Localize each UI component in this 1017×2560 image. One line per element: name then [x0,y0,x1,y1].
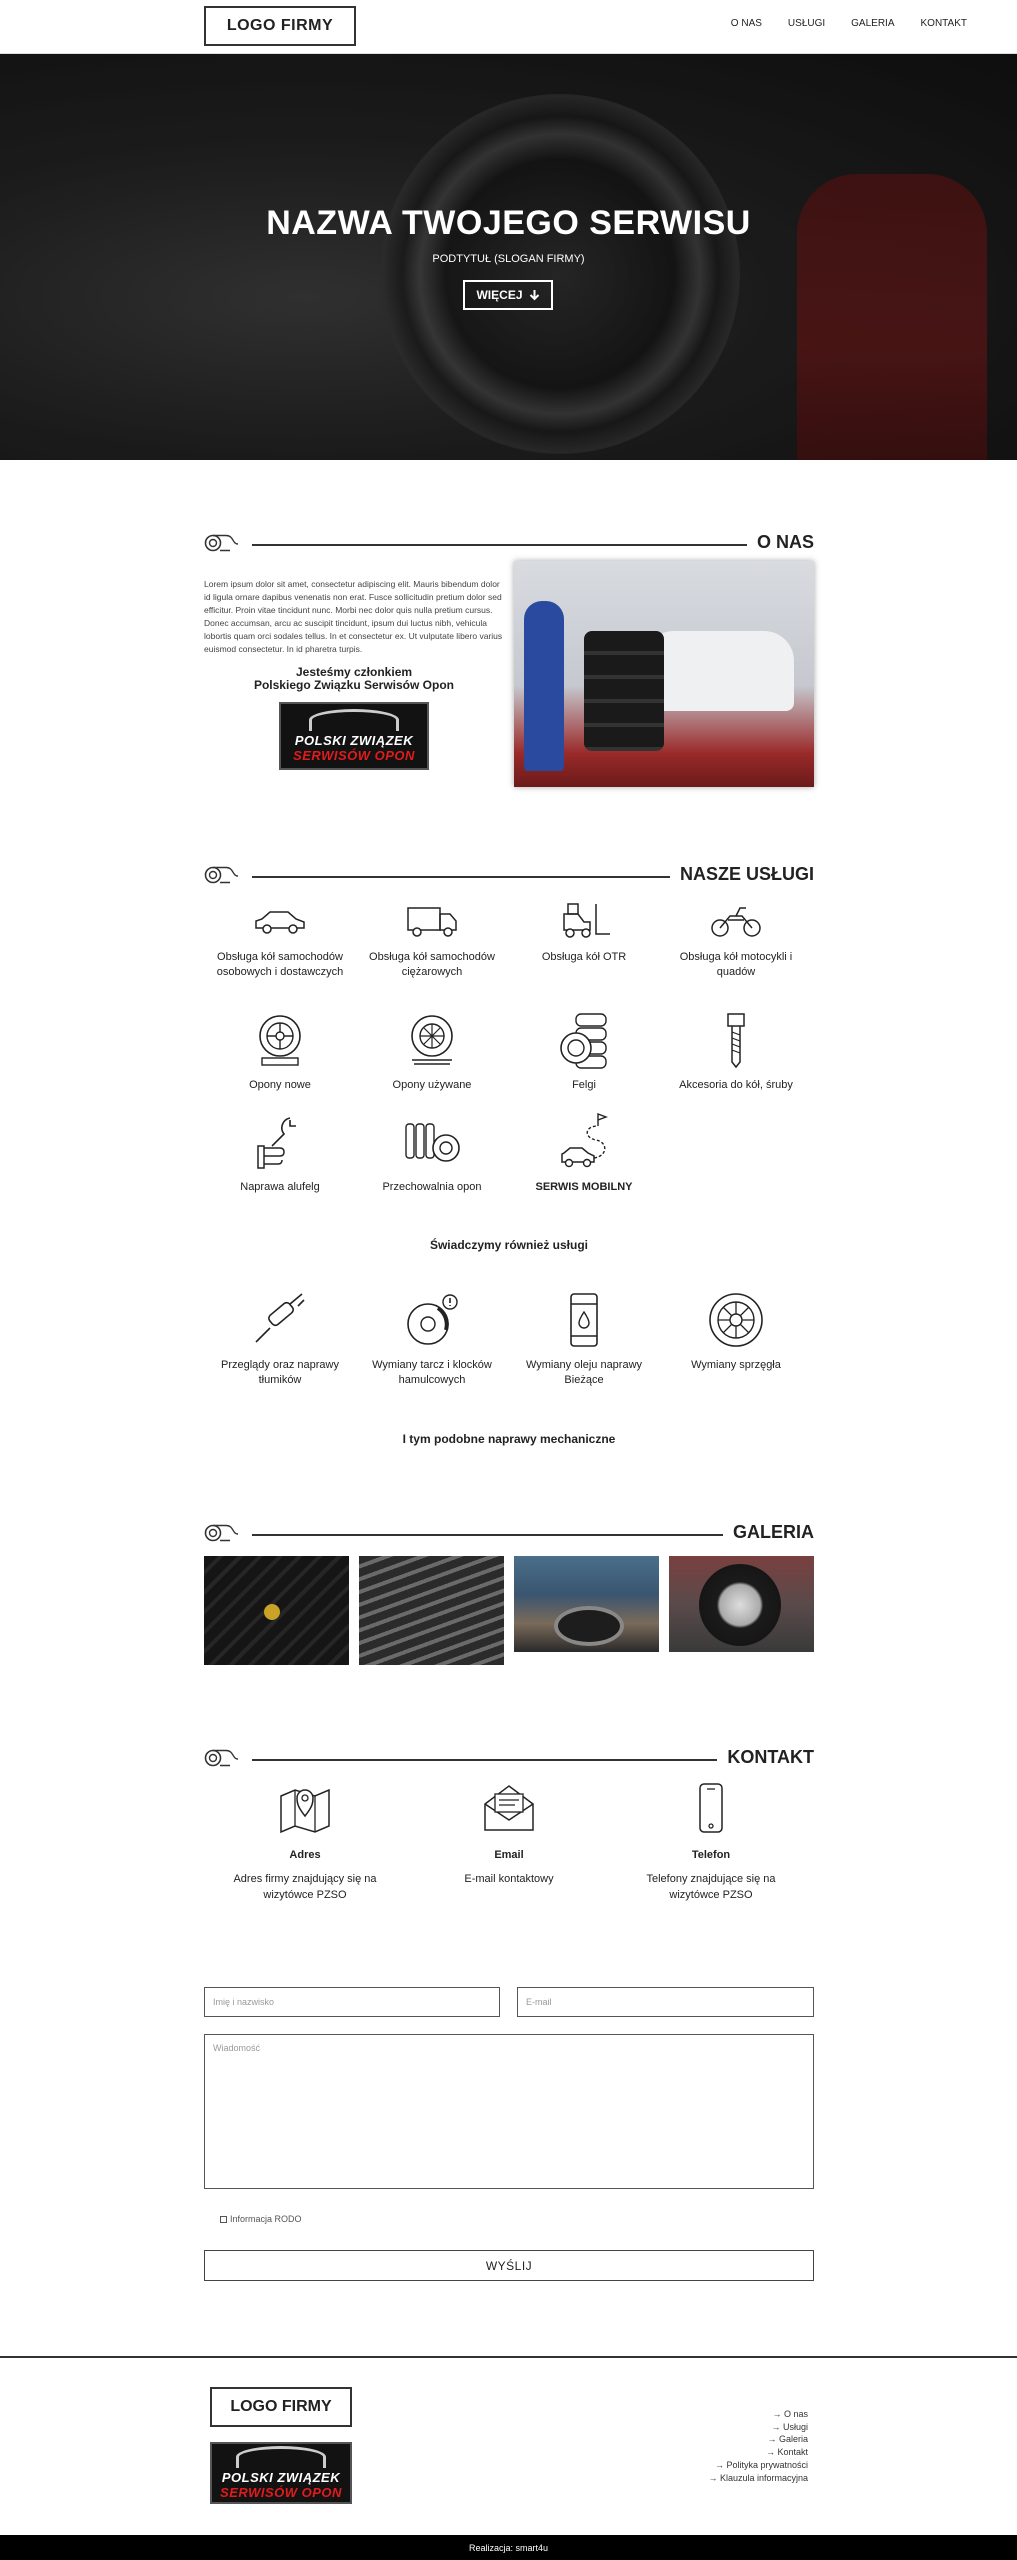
send-button[interactable]: WYŚLIJ [204,2250,814,2281]
footer-pzso-logo: POLSKI ZWIĄZEK SERWISÓW OPON [210,2442,352,2504]
gallery-photo-3[interactable] [514,1556,659,1652]
footer-logo[interactable]: LOGO FIRMY [210,2387,352,2427]
tire-storage-icon [402,1112,462,1172]
new-tire-icon [250,1010,310,1070]
footer-link-kontakt[interactable]: → Kontakt [708,2446,808,2459]
rim-stack-icon [554,1010,614,1070]
message-textarea[interactable]: Wiadomość [204,2034,814,2189]
contact-title: KONTAKT [727,1746,814,1767]
contact-email: Email E-mail kontaktowy [433,1782,585,1887]
hero-banner [0,54,1017,460]
map-pin-icon [277,1782,333,1834]
service-item[interactable]: Wymiany tarcz i klocków hamulcowych [356,1290,508,1388]
used-tire-icon [402,1010,462,1070]
credit-bar [0,2535,1017,2560]
gallery-photo-4[interactable] [669,1556,814,1652]
nav-item-kontakt[interactable]: KONTAKT [920,18,967,29]
contact-heading [204,1745,814,1769]
service-item[interactable]: SERWIS MOBILNY [508,1112,660,1195]
hero-subtitle: PODTYTUŁ (SLOGAN FIRMY) [432,253,585,265]
nav-item-o-nas[interactable]: O NAS [730,18,762,29]
service-item[interactable]: Obsługa kół motocykli i quadów [660,900,812,980]
service-item[interactable]: Obsługa kół samochodów osobowych i dostawczych [204,900,356,980]
member-line-1: Jesteśmy członkiem [295,665,413,679]
clutch-icon [706,1290,766,1350]
service-item[interactable]: Przechowalnia opon [356,1112,508,1195]
bolt-icon [706,1010,766,1070]
footer-link-o-nas[interactable]: → O nas [708,2408,808,2421]
rodo-checkbox[interactable] [220,2216,227,2223]
nav-item-galeria[interactable]: GALERIA [851,18,895,29]
footer-link-clause[interactable]: → Klauzula informacyjna [708,2472,808,2485]
footer-divider [0,2356,1017,2358]
tire-icon [204,532,240,552]
envelope-icon [481,1782,537,1834]
service-item[interactable]: Felgi [508,1010,660,1093]
mobile-service-icon [554,1112,614,1172]
footer-links [708,2408,808,2484]
service-item[interactable]: Naprawa alufelg [204,1112,356,1195]
hero-title: NAZWA TWOJEGO SERWISU [266,204,751,242]
gallery-photo-2[interactable] [359,1556,504,1665]
service-item[interactable]: Opony nowe [204,1010,356,1093]
oil-barrel-icon [554,1290,614,1350]
about-title: O NAS [756,531,814,552]
about-heading [204,530,814,554]
about-photo [514,561,814,787]
footer-link-galeria[interactable]: → Galeria [708,2433,808,2446]
site-header [0,0,1017,54]
service-item[interactable]: Opony używane [356,1010,508,1093]
arrow-down-icon [529,289,540,301]
more-button-label: WIĘCEJ [476,288,523,302]
tire-icon [204,1747,240,1767]
services-title: NASZE USŁUGI [679,863,814,884]
also-services-heading: Świadczymy również usługi [429,1238,589,1252]
about-text: Lorem ipsum dolor sit amet, consectetur adipiscing elit. Mauris bibendum dolor id ligula ornare dapibus venenatis non erat. Fusce sollicitudin pretium dolor sed efficitur. Proin vitae tincidunt nunc. Morbi nec dolor quis nulla pretium cursus. Donec accumsan, arcu ac suscipit tincidunt, ipsum dui luctus nibh, vehicula lobortis quam orci sodales tellus. In et consectetur ex. Ut vulputate libero varius euismod consectetur. In id pharetra turpis. [204,579,503,654]
main-nav [731,18,967,29]
service-item[interactable]: Obsługa kół samochodów ciężarowych [356,900,508,980]
contact-phone: Telefon Telefony znajdujące się na wizytówce PZSO [635,1782,787,1903]
forklift-icon [554,900,614,942]
gallery-heading [204,1520,814,1544]
member-line-2: Polskiego Związku Serwisów Opon [253,678,455,692]
nav-item-uslugi[interactable]: USŁUGI [787,18,826,29]
phone-icon [683,1782,739,1834]
service-item[interactable]: Wymiany oleju naprawy Bieżące [508,1290,660,1388]
truck-icon [402,900,462,942]
motorcycle-icon [706,900,766,942]
muffler-icon [250,1290,310,1350]
footer-link-uslugi[interactable]: → Usługi [708,2421,808,2434]
member-info [204,666,504,692]
mechanical-repairs-note: I tym podobne naprawy mechaniczne [402,1432,616,1446]
more-button[interactable] [463,280,553,310]
credit-text[interactable]: Realizacja: smart4u [468,2542,549,2553]
rodo-consent[interactable] [220,2214,302,2224]
footer-link-privacy[interactable]: → Polityka prywatności [708,2459,808,2472]
service-item[interactable]: Obsługa kół OTR [508,900,660,965]
services-heading [204,862,814,886]
rodo-label[interactable]: Informacja RODO [230,2214,302,2224]
contact-address: Adres Adres firmy znajdujący się na wizytówce PZSO [229,1782,381,1903]
pzso-logo: POLSKI ZWIĄZEK SERWISÓW OPON [279,702,429,770]
name-input[interactable]: Imię i nazwisko [204,1987,500,2017]
brake-disc-icon [402,1290,462,1350]
email-input[interactable]: E-mail [517,1987,814,2017]
service-item[interactable]: Przeglądy oraz naprawy tłumików [204,1290,356,1388]
logo[interactable]: LOGO FIRMY [204,6,356,46]
wrench-hand-icon [250,1112,310,1172]
gallery-photo-1[interactable] [204,1556,349,1665]
service-item[interactable]: Wymiany sprzęgła [660,1290,812,1373]
car-icon [250,900,310,942]
gallery-title: GALERIA [733,1521,814,1542]
tire-icon [204,864,240,884]
tire-icon [204,1522,240,1542]
service-item[interactable]: Akcesoria do kół, śruby [660,1010,812,1093]
